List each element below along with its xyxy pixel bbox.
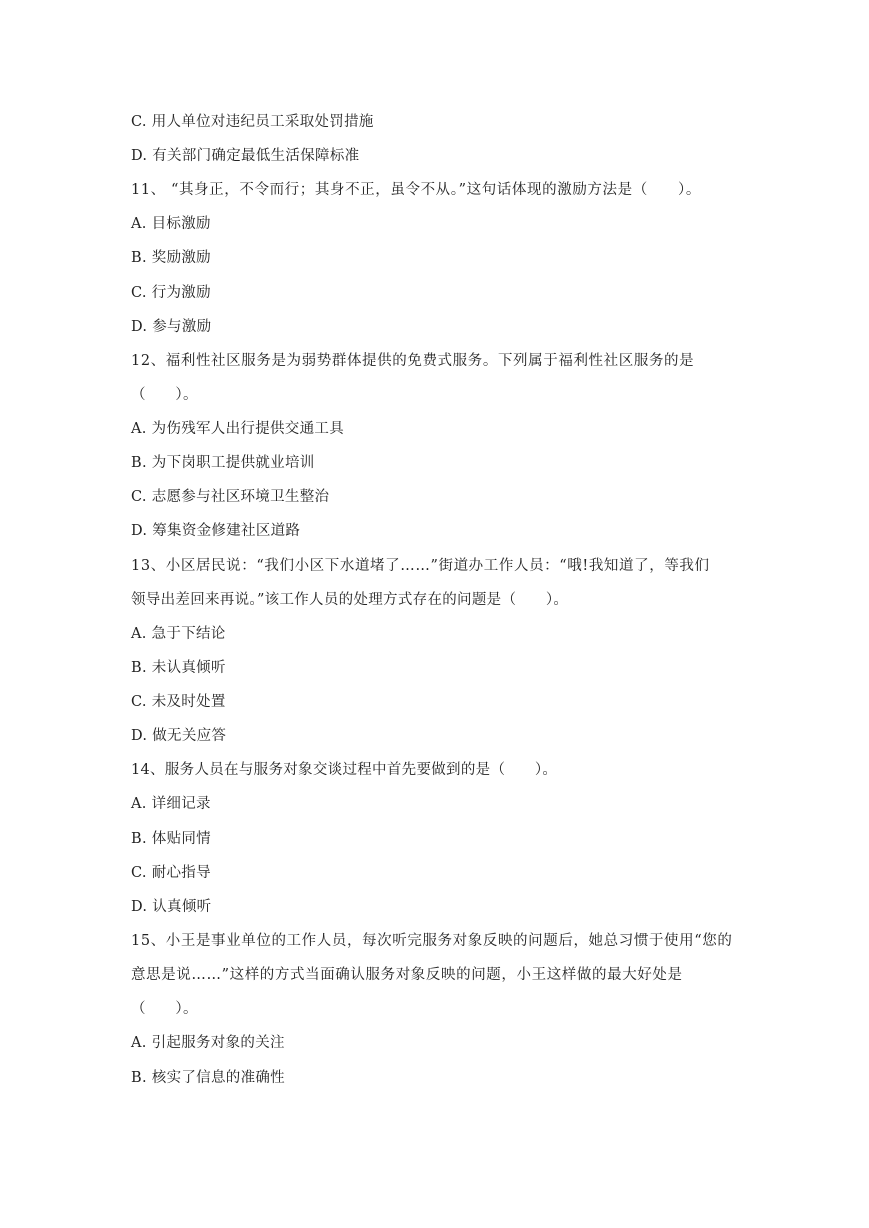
option-line: B. 未认真倾听 — [131, 660, 226, 676]
option-line: B. 为下岗职工提供就业培训 — [131, 455, 315, 471]
option-line: A. 目标激励 — [131, 216, 211, 232]
option-line: B. 体贴同情 — [131, 831, 211, 847]
option-line: D. 做无关应答 — [131, 728, 227, 744]
question-continuation-line: （ ）。 — [131, 387, 198, 403]
question-continuation-line: （ ）。 — [131, 1001, 198, 1017]
option-line: D. 认真倾听 — [131, 899, 212, 915]
question-continuation-line: 领导出差回来再说。”该工作人员的处理方式存在的问题是（ ）。 — [131, 592, 569, 608]
option-line: D. 参与激励 — [131, 319, 212, 335]
option-line: A. 引起服务对象的关注 — [131, 1035, 285, 1051]
option-line: D. 筹集资金修建社区道路 — [131, 523, 301, 539]
question-line: 13、小区居民说：“我们小区下水道堵了……”街道办工作人员：“哦!我知道了，等我们 — [131, 558, 710, 574]
option-line: A. 急于下结论 — [131, 626, 226, 642]
question-line: 11、 “其身正，不令而行；其身不正，虽令不从。”这句话体现的激励方法是（ ）。 — [131, 182, 701, 198]
question-line: 12、福利性社区服务是为弱势群体提供的免费式服务。下列属于福利性社区服务的是 — [131, 353, 695, 369]
question-line: 15、小王是事业单位的工作人员，每次听完服务对象反映的问题后，她总习惯于使用“您的 — [131, 933, 733, 949]
question-line: 14、服务人员在与服务对象交谈过程中首先要做到的是（ ）。 — [131, 762, 558, 778]
option-line: C. 行为激励 — [131, 285, 211, 301]
option-line: A. 详细记录 — [131, 796, 211, 812]
option-line: C. 耐心指导 — [131, 865, 211, 881]
option-line: D. 有关部门确定最低生活保障标准 — [131, 148, 360, 164]
option-line: C. 志愿参与社区环境卫生整治 — [131, 489, 330, 505]
option-line: A. 为伤残军人出行提供交通工具 — [131, 421, 344, 437]
option-line: C. 用人单位对违纪员工采取处罚措施 — [131, 114, 374, 130]
option-line: B. 奖励激励 — [131, 250, 211, 266]
option-line: B. 核实了信息的准确性 — [131, 1070, 285, 1086]
question-continuation-line: 意思是说……”这样的方式当面确认服务对象反映的问题，小王这样做的最大好处是 — [131, 967, 683, 983]
option-line: C. 未及时处置 — [131, 694, 226, 710]
